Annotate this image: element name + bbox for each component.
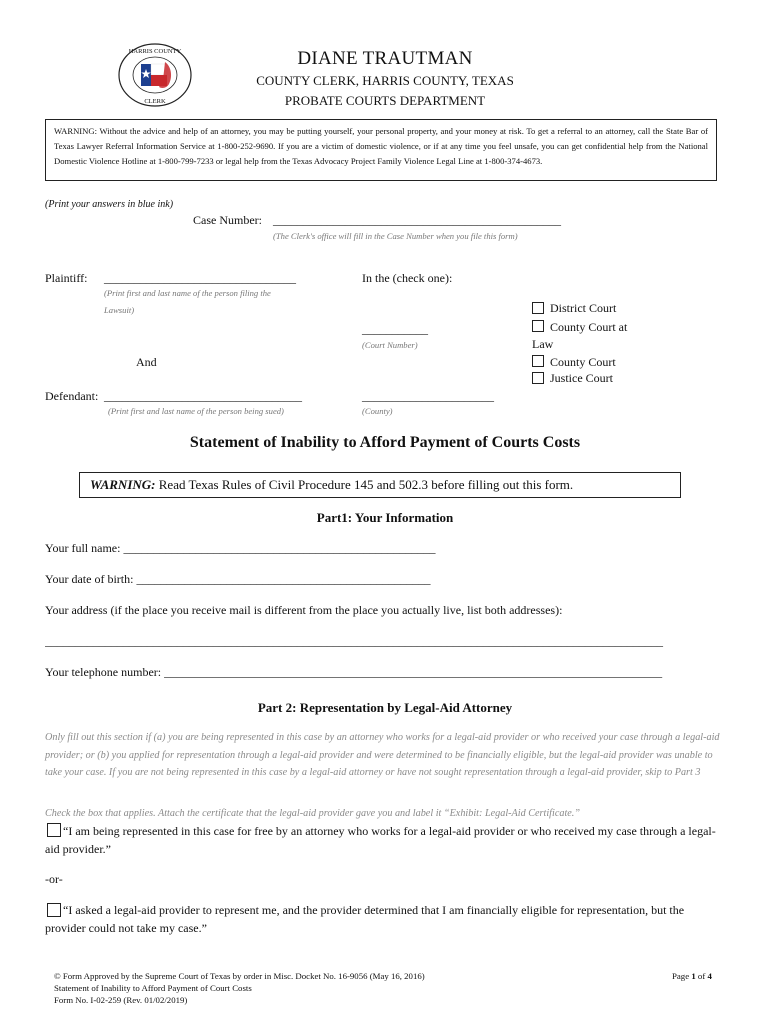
county-court-at-label: County Court at [550, 320, 628, 334]
justice-court-checkbox[interactable] [532, 372, 544, 384]
clerk-name: DIANE TRAUTMAN [297, 48, 473, 69]
defendant-name-field[interactable]: _________________________________ [104, 389, 302, 403]
defendant-hint: (Print first and last name of the person being sued) [108, 406, 284, 416]
plaintiff-label: Plaintiff: [45, 271, 88, 285]
address-label: Your address (if the place you receive mail is different from the place you actually live, list both addresses): [45, 603, 563, 617]
page-of: of [695, 971, 708, 981]
or-separator: -or- [45, 872, 63, 886]
case-number-field[interactable]: ________________________________________________ [273, 213, 561, 227]
and-label: And [136, 355, 157, 369]
address-field[interactable]: _______________________________________________________________________________________________________ [45, 634, 663, 648]
page-number: 1 [691, 971, 696, 981]
district-court-checkbox[interactable] [532, 302, 544, 314]
rules-warning-box [79, 472, 681, 498]
plaintiff-name-field[interactable]: ________________________________ [104, 271, 296, 285]
rules-warning-text: Read Texas Rules of Civil Procedure 145 and 502.3 before filling out this form. [155, 477, 574, 492]
district-court-label: District Court [550, 301, 617, 315]
footer-form-number: Form No. I-02-259 (Rev. 01/02/2019) [54, 995, 188, 1005]
telephone-field[interactable]: Your telephone number: ___________________________________________________________________________________ [45, 665, 663, 679]
page-prefix: Page [672, 971, 692, 981]
county-court-label: County Court [550, 355, 616, 369]
county-clerk-seal [115, 42, 195, 108]
footer-approval: © Form Approved by the Supreme Court of Texas by order in Misc. Docket No. 16-9056 (May 16, 2016) [54, 971, 425, 981]
seal-bottom-text: CLERK [144, 98, 166, 105]
rules-warning-label: WARNING: [90, 477, 156, 492]
form-title: Statement of Inability to Afford Payment of Courts Costs [189, 434, 581, 451]
clerk-office: COUNTY CLERK, HARRIS COUNTY, TEXAS [256, 73, 514, 88]
court-number-field[interactable]: ___________ [362, 322, 428, 336]
county-court-checkbox[interactable] [532, 355, 544, 367]
county-field[interactable]: ______________________ [362, 389, 494, 403]
print-instruction: (Print your answers in blue ink) [45, 199, 174, 210]
case-number-label: Case Number: [193, 213, 262, 227]
defendant-label: Defendant: [45, 389, 99, 403]
case-number-hint: (The Clerk's office will fill in the Case Number when you file this form) [273, 231, 518, 241]
part2-instructions: Only fill out this section if (a) you are being represented in this case by an attorney who works for a legal-aid provider or who received your case through a legal-aid provider; or (b) you applied for representation through a legal-aid provider and were determined to be financially eligible, but the legal-aid provider was unable to take your case. If you are not being represented in this case by a legal-aid attorney or have not sought representation through a legal-aid provider, skip to Part 3 [45, 732, 720, 778]
part1-heading: Part1: Your Information [316, 510, 454, 525]
full-name-field[interactable]: Your full name: ____________________________________________________ [45, 541, 436, 555]
part2-heading: Part 2: Representation by Legal-Aid Attorney [257, 700, 513, 715]
plaintiff-hint-line2: Lawsuit) [104, 305, 135, 315]
plaintiff-hint-line1: (Print first and last name of the person filing the [104, 288, 271, 298]
legal-aid-represented-text: “I am being represented in this case for free by an attorney who works for a legal-aid provider or who received my case through a legal-aid provider.” [45, 824, 716, 856]
footer-form-title: Statement of Inability to Afford Payment of Court Costs [54, 983, 252, 993]
court-type-label: In the (check one): [362, 271, 453, 285]
attorney-warning-box: WARNING: Without the advice and help of an attorney, you may be putting yourself, your personal property, and your money at risk. To get a referral to an attorney, call the State Bar of Texas Lawyer Referral Information Service at 1-800-252-9690. If you are a victim of domestic violence, or if at any time you feel unsafe, you can get confidential help from the National Domestic Violence Hotline at 1-800-799-7233 or legal help from the Texas Advocacy Project Family Violence Legal Line at 1-800-374-4673. [45, 119, 717, 181]
date-of-birth-field[interactable]: Your date of birth: _________________________________________________ [45, 572, 431, 586]
county-court-at-law-checkbox[interactable] [532, 320, 544, 332]
court-number-hint: (Court Number) [362, 340, 418, 350]
law-label: Law [532, 337, 554, 351]
county-hint: (County) [362, 406, 393, 416]
page-total: 4 [707, 971, 712, 981]
justice-court-label: Justice Court [550, 371, 613, 385]
page-indicator [672, 971, 712, 983]
seal-top-text: HARRIS COUNTY [128, 48, 182, 55]
legal-aid-eligible-text: “I asked a legal-aid provider to represent me, and the provider determined that I am financially eligible for representation, but the provider could not take my case.” [45, 903, 685, 935]
legal-aid-check-note: Check the box that applies. Attach the certificate that the legal-aid provider gave you and label it “Exhibit: Legal-Aid Certificate.” [45, 808, 581, 819]
department-name: PROBATE COURTS DEPARTMENT [284, 93, 486, 108]
